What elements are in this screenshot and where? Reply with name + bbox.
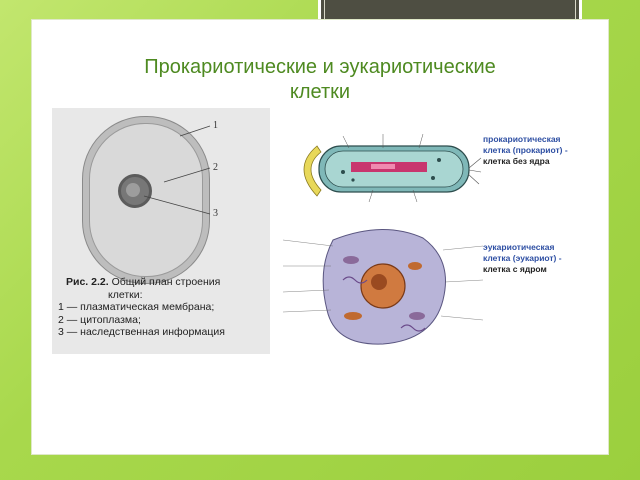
caption-item-3: 3 — наследственная информация: [58, 326, 225, 338]
label-1: 1: [213, 120, 218, 131]
eukaryote-definition: клетка с ядром: [483, 264, 547, 274]
slide-title-line2: клетки: [289, 81, 351, 103]
figure-caption: [58, 276, 225, 339]
eukaryote-illustration: [283, 220, 483, 350]
leader-lines: [52, 108, 270, 278]
eukaryote-description: [483, 242, 562, 275]
label-2: 2: [213, 162, 218, 173]
prokaryote-term-line2: клетка (прокариот) -: [483, 145, 568, 155]
prokaryote-illustration: [283, 128, 483, 208]
caption-title: Общий план строения: [111, 276, 221, 288]
cell-types-figure: [283, 108, 593, 352]
caption-line2: клетки:: [108, 288, 143, 301]
label-3: 3: [213, 208, 218, 219]
caption-item-1: 1 — плазматическая мембрана;: [58, 301, 215, 313]
prokaryote-definition: клетка без ядра: [483, 156, 550, 166]
eukaryote-term-line2: клетка (эукариот) -: [483, 253, 562, 263]
caption-figure-number: Рис. 2.2.: [66, 276, 109, 288]
prokaryote-description: [483, 134, 568, 167]
slide-title-line1: Прокариотические и эукариотические: [144, 56, 496, 78]
caption-item-2: 2 — цитоплазма;: [58, 313, 141, 326]
prokaryote-term: прокариотическая: [483, 134, 561, 144]
general-cell-figure: [52, 108, 270, 354]
slide-title: [32, 55, 608, 105]
eukaryote-term: эукариотическая: [483, 242, 555, 252]
